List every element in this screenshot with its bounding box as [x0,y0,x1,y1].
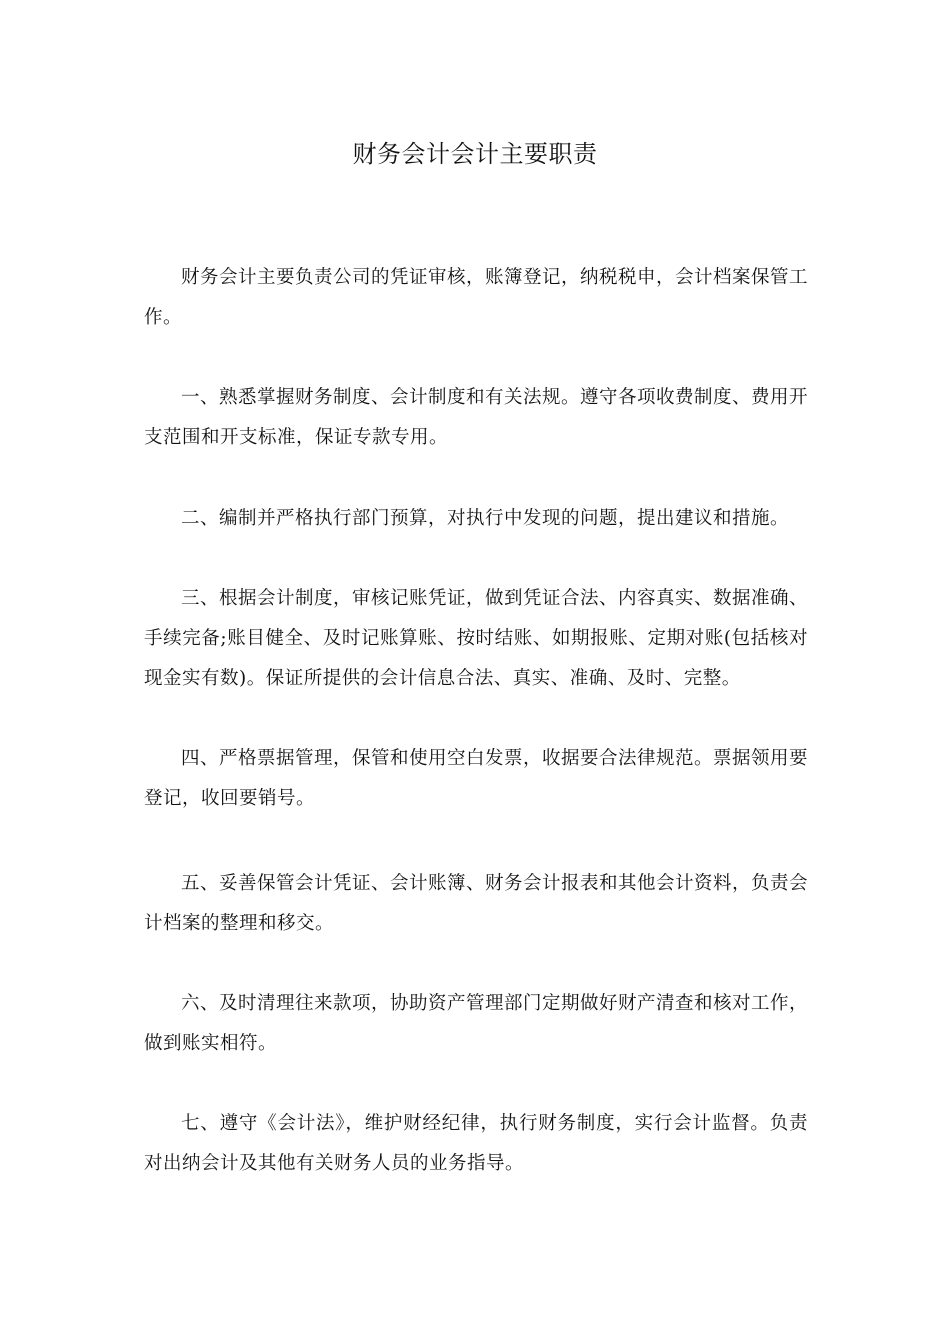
duty-paragraph-5: 五、妥善保管会计凭证、会计账簿、财务会计报表和其他会计资料，负责会计档案的整理和移交。 [144,873,809,934]
duty-paragraph-6: 六、及时清理往来款项，协助资产管理部门定期做好财产清查和核对工作，做到账实相符。 [144,993,809,1054]
document-title: 财务会计会计主要职责 [352,140,598,168]
intro-paragraph: 财务会计主要负责公司的凭证审核，账簿登记，纳税税申，会计档案保管工作。 [144,267,809,328]
duty-paragraph-4: 四、严格票据管理，保管和使用空白发票，收据要合法律规范。票据领用要登记，收回要销号。 [144,748,809,809]
duty-paragraph-3: 三、根据会计制度，审核记账凭证，做到凭证合法、内容真实、数据准确、手续完备;账目健全、及时记账算账、按时结账、如期报账、定期对账(包括核对现金实有数)。保证所提供的会计信息合法、真实、准确、及时、完整。 [144,588,809,689]
duty-paragraph-7: 七、遵守《会计法》，维护财经纪律，执行财务制度，实行会计监督。负责对出纳会计及其他有关财务人员的业务指导。 [144,1113,808,1174]
duty-paragraph-1: 一、熟悉掌握财务制度、会计制度和有关法规。遵守各项收费制度、费用开支范围和开支标准，保证专款专用。 [144,387,809,448]
duty-paragraph-2: 二、编制并严格执行部门预算，对执行中发现的问题，提出建议和措施。 [181,508,790,529]
